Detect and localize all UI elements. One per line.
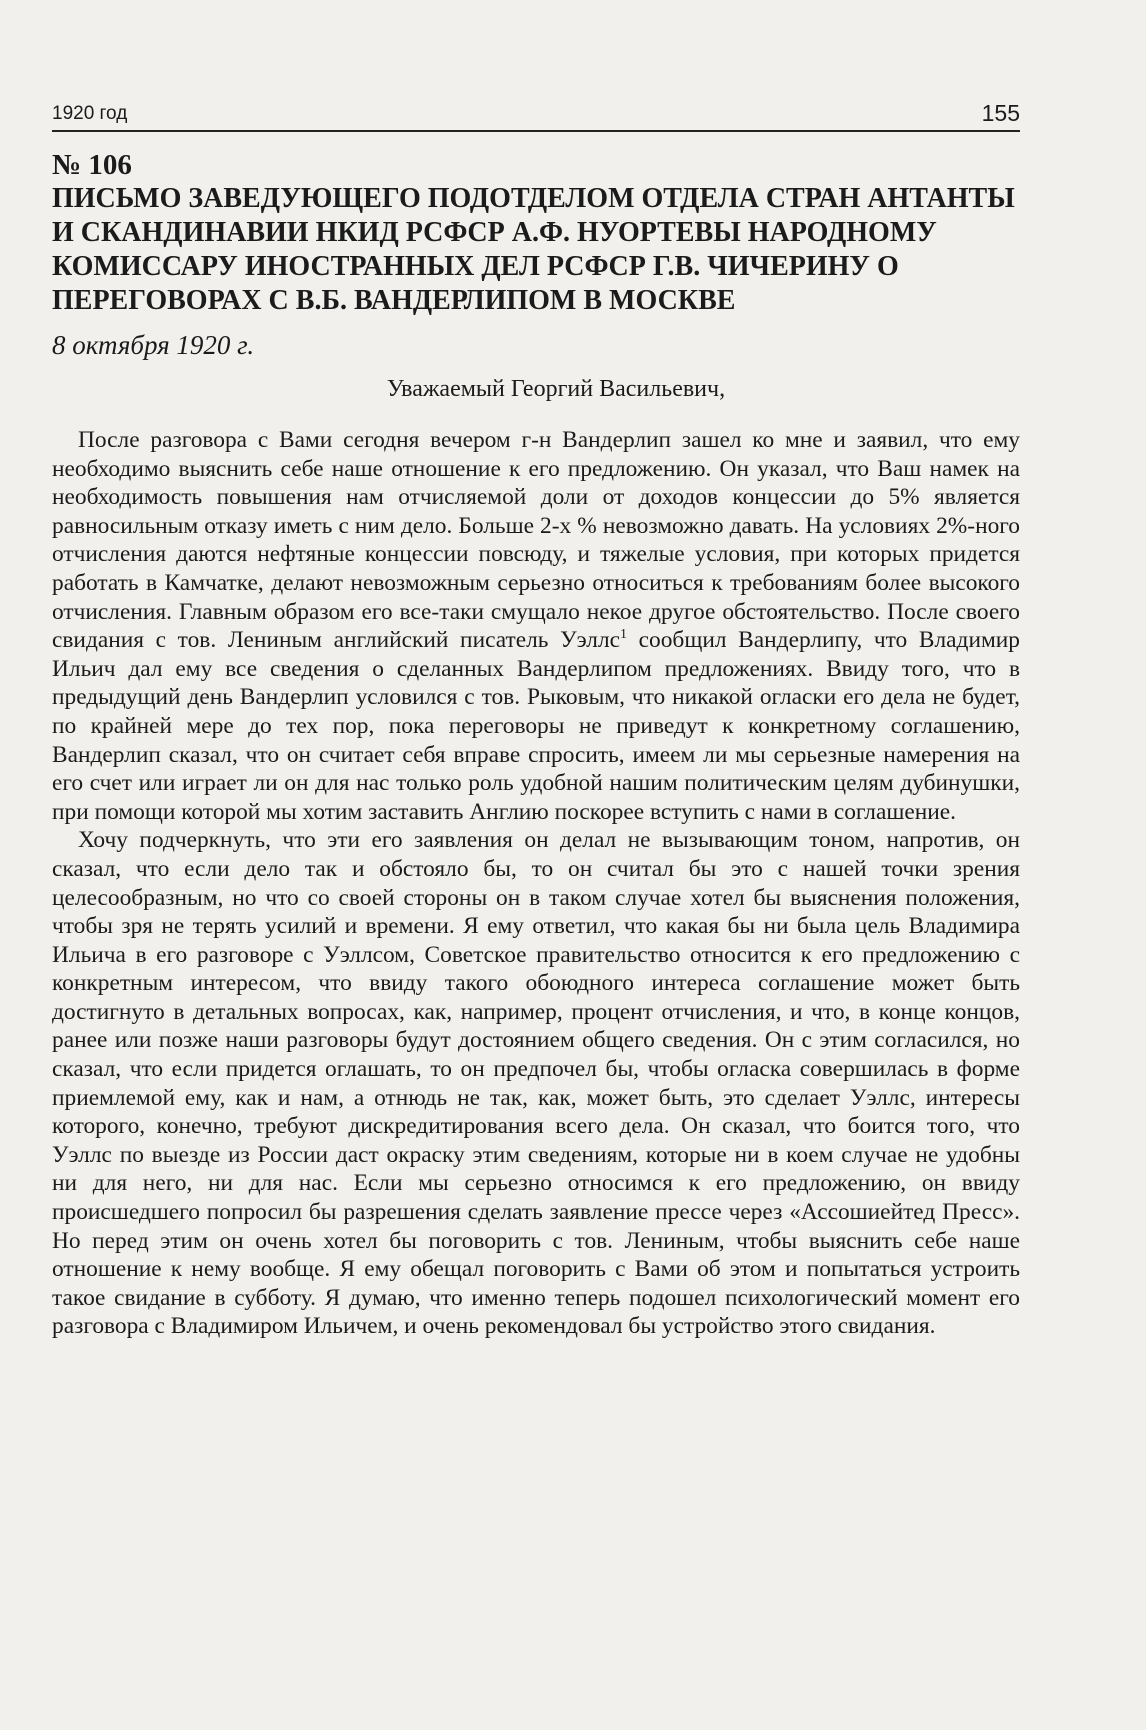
paragraph-1-text-after: сообщил Вандерлипу, что Владимир Ильич дал ему все сведения о сделанных Вандерлипом предложениях. Ввиду того, что в предыдущий день Вандерлип условился с тов. Рыковым, что никакой огласки его дела не будет, по крайней мере до тех пор, пока переговоры не приведут к конкретному соглашению, Вандерлип сказал, что он считает себя вправе спросить, имеем ли мы серьезные намерения на его счет или играет ли он для нас только роль удобной нашим политическим целям дубинушки, при помощи которой мы хотим заставить Англию поскорее вступить с нами в соглашение.: [52, 627, 1020, 825]
running-header: [52, 96, 1020, 132]
page-number: 155: [981, 100, 1020, 126]
document-date: 8 октября 1920 г.: [52, 330, 255, 360]
letter-body: [52, 426, 1020, 1341]
document-number: № 106: [52, 149, 132, 181]
paragraph-2: Хочу подчеркнуть, что эти его заявления он делал не вызывающим тоном, напротив, он сказал, что если дело так и обстояло бы, то он считал бы это с нашей точки зрения целесообразным, но что со своей стороны он в таком случае хотел бы выяснения положения, чтобы зря не терять усилий и времени. Я ему ответил, что какая бы ни была цель Владимира Ильича в его разговоре с Уэллсом, Советское правительство относится к его предложению с конкретным интересом, что ввиду такого обоюдного интереса соглашение может быть достигнуто в детальных вопросах, как, например, процент отчисления, и что, в конце концов, ранее или позже наши разговоры будут достоянием общего сведения. Он с этим согласился, но сказал, что если придется оглашать, то он предпочел бы, чтобы огласка совершилась в форме приемлемой ему, как и нам, а отнюдь не так, как, может быть, это сделает Уэллс, интересы которого, конечно, требуют дискредитирования всего дела. Он сказал, что боится того, что Уэллс по выезде из России даст окраску этим сведениям, которые ни в коем случае не удобны ни для него, ни для нас. Если мы серьезно относимся к его предложению, он ввиду происшедшего попросил бы разрешения сделать заявление прессе через «Ассошиейтед Пресс». Но перед этим он очень хотел бы поговорить с тов. Лениным, чтобы выяснить себе наше отношение к нему вообще. Я ему обещал поговорить с Вами об этом и попытаться устроить такое свидание в субботу. Я думаю, что именно теперь подошел психологический момент его разговора с Владимиром Ильичем, и очень рекомендовал бы устройство этого свидания.: [52, 827, 1020, 1340]
paragraph-1-text-before: После разговора с Вами сегодня вечером г-н Вандерлип зашел ко мне и заявил, что ему необходимо выяснить себе наше отношение к его предложению. Он указал, что Ваш намек на необходимость повышения нам отчисляемой доли от доходов концессии до 5% является равносильным отказу иметь с ним дело. Больше 2-х % невозможно давать. На условиях 2%-ного отчисления даются нефтяные концессии повсюду, и тяжелые условия, при которых придется работать в Камчатке, делают невозможным серьезно относиться к требованиям более высокого отчисления. Главным образом его все-таки смущало некое другое обстоятельство. После своего свидания с тов. Лениным английский писатель Уэллс: [52, 427, 1020, 654]
header-year: 1920 год: [52, 103, 128, 124]
document-content: [52, 148, 1020, 1341]
document-title: ПИСЬМО ЗАВЕДУЮЩЕГО ПОДОТДЕЛОМ ОТДЕЛА СТРАН АНТАНТЫ И СКАНДИНАВИИ НКИД РСФСР А.Ф. НУОРТЕВЫ НАРОДНОМУ КОМИССАРУ ИНОСТРАННЫХ ДЕЛ РСФСР Г.В. ЧИЧЕРИНУ О ПЕРЕГОВОРАХ С В.Б. ВАНДЕРЛИПОМ В МОСКВЕ: [52, 183, 1015, 316]
paragraph-1: [52, 426, 1020, 826]
letter-salutation: Уважаемый Георгий Васильевич,: [386, 376, 726, 402]
footnote-marker: 1: [620, 627, 628, 643]
